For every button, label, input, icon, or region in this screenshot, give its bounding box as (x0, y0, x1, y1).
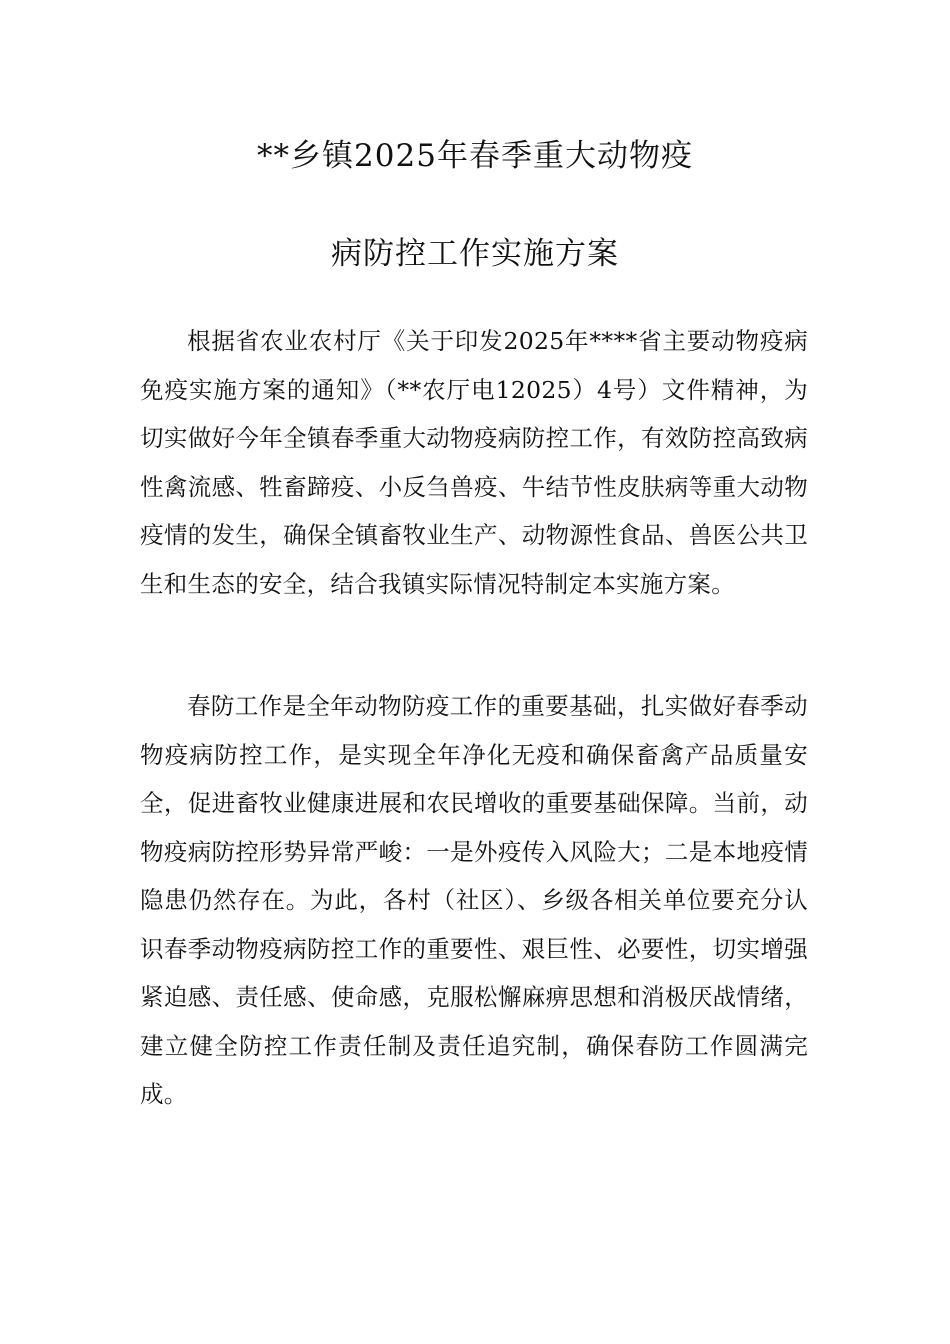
body-paragraph-2: 春防工作是全年动物防疫工作的重要基础，扎实做好春季动物疫病防控工作，是实现全年净化无疫和确保畜禽产品质量安全，促进畜牧业健康进展和农民增收的重要基础保障。当前，动物疫病防控形势异常严峻：一是外疫传入风险大；二是本地疫情隐患仍然存在。为此，各村（社区）、乡级各相关单位要充分认识春季动物疫病防控工作的重要性、艰巨性、必要性，切实增强紧迫感、责任感、使命感，克服松懈麻痹思想和消极厌战情绪，建立健全防控工作责任制及责任追究制，确保春防工作圆满完成。 (140, 692, 808, 1108)
document-title-line-2: 病防控工作实施方案 (331, 236, 619, 272)
body-paragraph-1: 根据省农业农村厅《关于印发2025年****省主要动物疫病免疫实施方案的通知》（**农厅电12025）4号）文件精神，为切实做好今年全镇春季重大动物疫病防控工作，有效防控高致病性禽流感、牲畜蹄疫、小反刍兽疫、牛结节性皮肤病等重大动物疫情的发生，确保全镇畜牧业生产、动物源性食品、兽医公共卫生和生态的安全，结合我镇实际情况特制定本实施方案。 (140, 327, 808, 598)
document-title-line-1: **乡镇2025年春季重大动物疫 (257, 138, 693, 174)
